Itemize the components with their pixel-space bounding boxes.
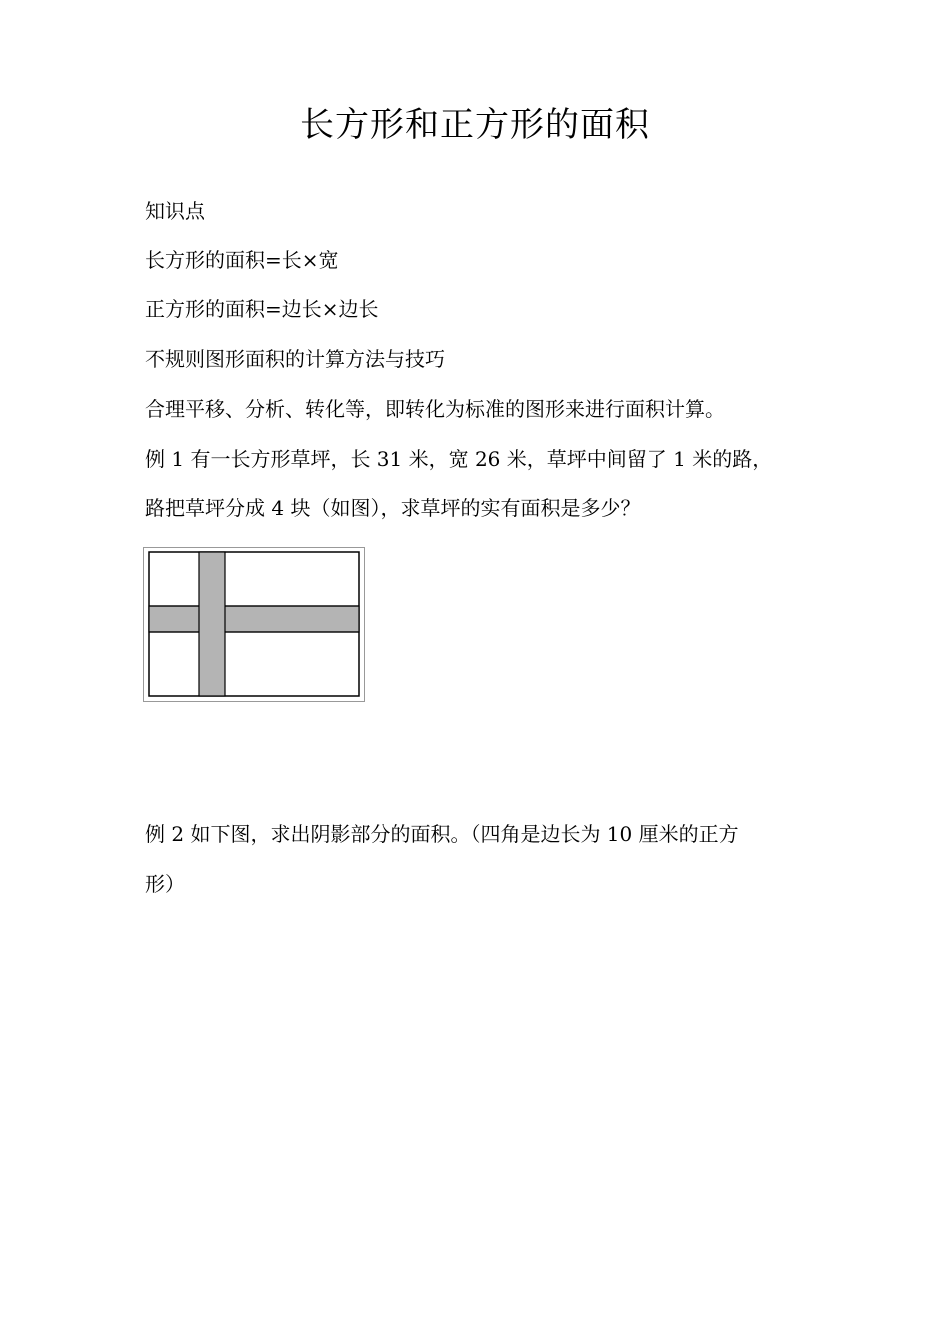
lawn-road-figure [143, 547, 365, 702]
page-title: 长方形和正方形的面积 [300, 105, 650, 145]
paragraph-square-formula: 正方形的面积=边长×边长 [145, 297, 379, 321]
lawn-road-diagram [143, 547, 365, 702]
horizontal-road [149, 606, 359, 632]
vertical-road [199, 552, 225, 696]
paragraph-irregular-methods: 不规则图形面积的计算方法与技巧 [145, 347, 445, 371]
paragraph-knowledge-points: 知识点 [145, 199, 205, 223]
paragraph-example2-line2: 形） [145, 872, 185, 896]
paragraph-example1-line2: 路把草坪分成 4 块（如图），求草坪的实有面积是多少？ [145, 496, 641, 520]
paragraph-rectangle-formula: 长方形的面积=长×宽 [145, 248, 339, 272]
paragraph-techniques: 合理平移、分析、转化等，即转化为标准的图形来进行面积计算。 [145, 397, 725, 421]
paragraph-example1-line1: 例 1 有一长方形草坪，长 31 米，宽 26 米，草坪中间留了 1 米的路， [145, 447, 773, 471]
paragraph-example2-line1: 例 2 如下图，求出阴影部分的面积。（四角是边长为 10 厘米的正方 [145, 822, 739, 846]
